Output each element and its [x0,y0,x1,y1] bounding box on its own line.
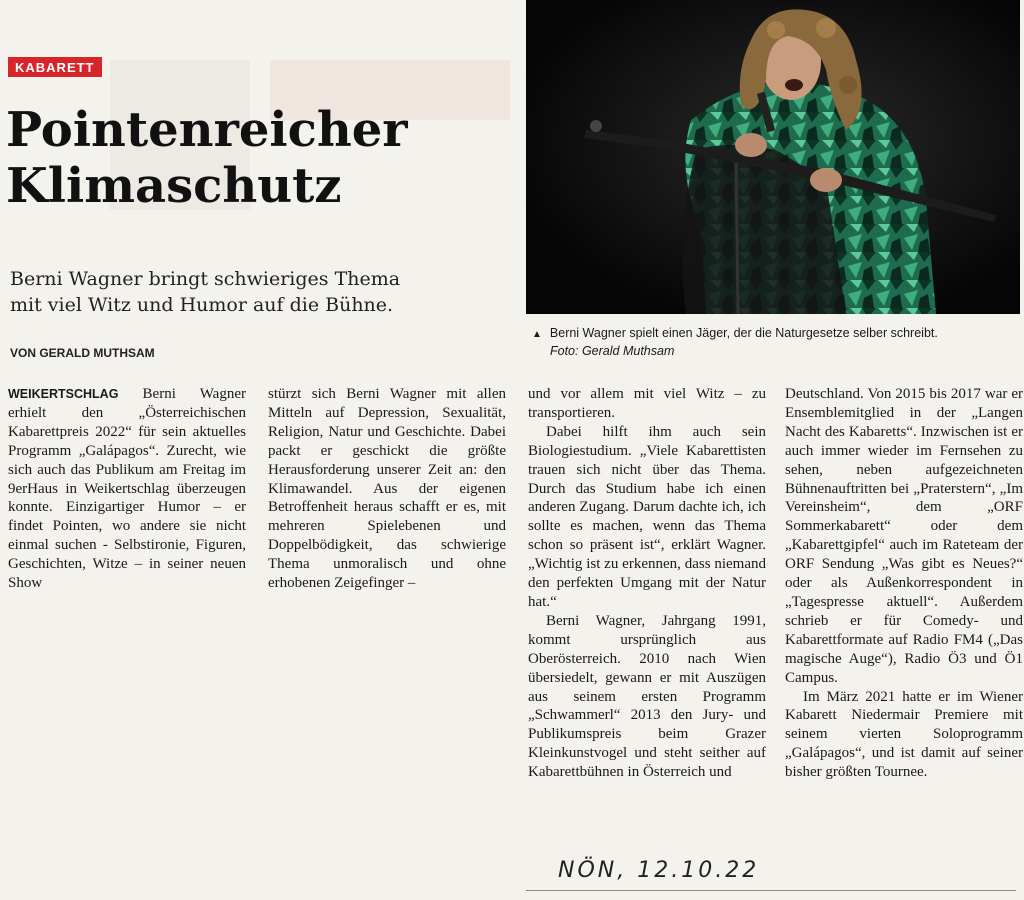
column-4-paragraph-2: Im März 2021 hatte er im Wiener Kabarett Niedermair Premiere mit seinem vierten Soloprogramm „Galápagos“, und ist damit auf seiner bisher größten Tournee. [785,688,1023,781]
article-column-4 [785,385,1023,782]
caption-text: Berni Wagner spielt einen Jäger, der die Naturgesetze selber schreibt. [549,326,938,340]
article-column-2 [268,385,506,593]
bottom-rule [526,890,1016,891]
photo-credit: Foto: Gerald Muthsam [550,344,675,358]
performer-photo [526,0,1020,314]
subhead-line-2: mit viel Witz und Humor auf die Bühne. [10,294,394,316]
handwritten-source-note: NÖN, 12.10.22 [558,858,760,883]
column-2-text: stürzt sich Berni Wagner mit allen Mitteln auf Depression, Sexualität, Religion, Natur und Geschichte. Dabei packt er geschickt die größte Herausforderung unserer Zeit an: den Klimawandel. Aus der eigenen Betroffenheit heraus schafft er es, mit mehreren Spielebenen und Doppelbödigkeit, das schwierige Thema unmoralisch und ohne erhobenen Zeigefinger – [268,386,506,592]
byline: VON GERALD MUTHSAM [10,346,155,360]
column-4-paragraph-1: Deutschland. Von 2015 bis 2017 war er Ensemblemitglied in der „Langen Nacht des Kabaretts“. Inzwischen ist er auch immer wieder im Fernsehen zu sehen, neben aufgezeichneten Bühnenauftritten bei „Praterstern“, „Im Vereinsheim“, dem „ORF Sommerkabarett“ oder dem „Kabarettgipfel“ auch im Rateteam der ORF Sendung „Was gibt es Neues?“ oder als Außenkorrespondent in „Tagespresse aktuell“. Außerdem schrieb er für Comedy- und Kabarettformate auf Radio FM4 („Das magische Auge“), Radio Ö3 und Ö1 Campus. [785,386,1023,686]
performer-photo-illustration [526,0,1020,314]
dateline: WEIKERTSCHLAG [8,387,119,401]
column-3-paragraph-2: Dabei hilft ihm auch sein Biologiestudium. „Viele Kabarettisten trauen sich nicht über das Thema. Durch das Studium habe ich einen anderen Zugang. Darum dachte ich, ich sollte es machen, wenn das Thema schon so präsent ist“, erklärt Wagner. „Wichtig ist zu erkennen, dass niemand den perfekten Umgang mit der Natur hat.“ [528,423,766,610]
column-1-text: Berni Wagner erhielt den „Österreichischen Kabarettpreis 2022“ für sein aktuelles Programm „Galápagos“. Zurecht, wie sich auch das Publikum am Freitag im 9erHaus in Weikertschlag überzeugen konnte. Einzigartiger Humor – er findet Pointen, wo andere sie nicht einmal suchen - Selbstironie, Figuren, Geschichten, Witze – in seiner neuen Show [8,386,246,592]
photo-caption [532,325,1012,360]
column-3-paragraph-1: und vor allem mit viel Witz – zu transportieren. [528,386,766,421]
column-3-paragraph-3: Berni Wagner, Jahrgang 1991, kommt ursprünglich aus Oberösterreich. 2010 nach Wien übersiedelt, gewann er mit Auszügen aus seinem ersten Programm „Schwammerl“ 2013 den Jury- und Publikumspreis beim Grazer Kleinkunstvogel und steht seither auf Kabarettbühnen in Österreich und [528,612,766,781]
headline [6,102,506,214]
headline-line-1: Pointenreicher [6,102,408,158]
headline-line-2: Klimaschutz [6,158,342,214]
caption-arrow-icon: ▲ [532,329,542,340]
subhead-line-1: Berni Wagner bringt schwieriges Thema [10,268,401,290]
section-kicker: KABARETT [8,57,102,77]
article-column-1 [8,385,246,593]
article-column-3 [528,385,766,782]
subheadline [10,266,510,318]
